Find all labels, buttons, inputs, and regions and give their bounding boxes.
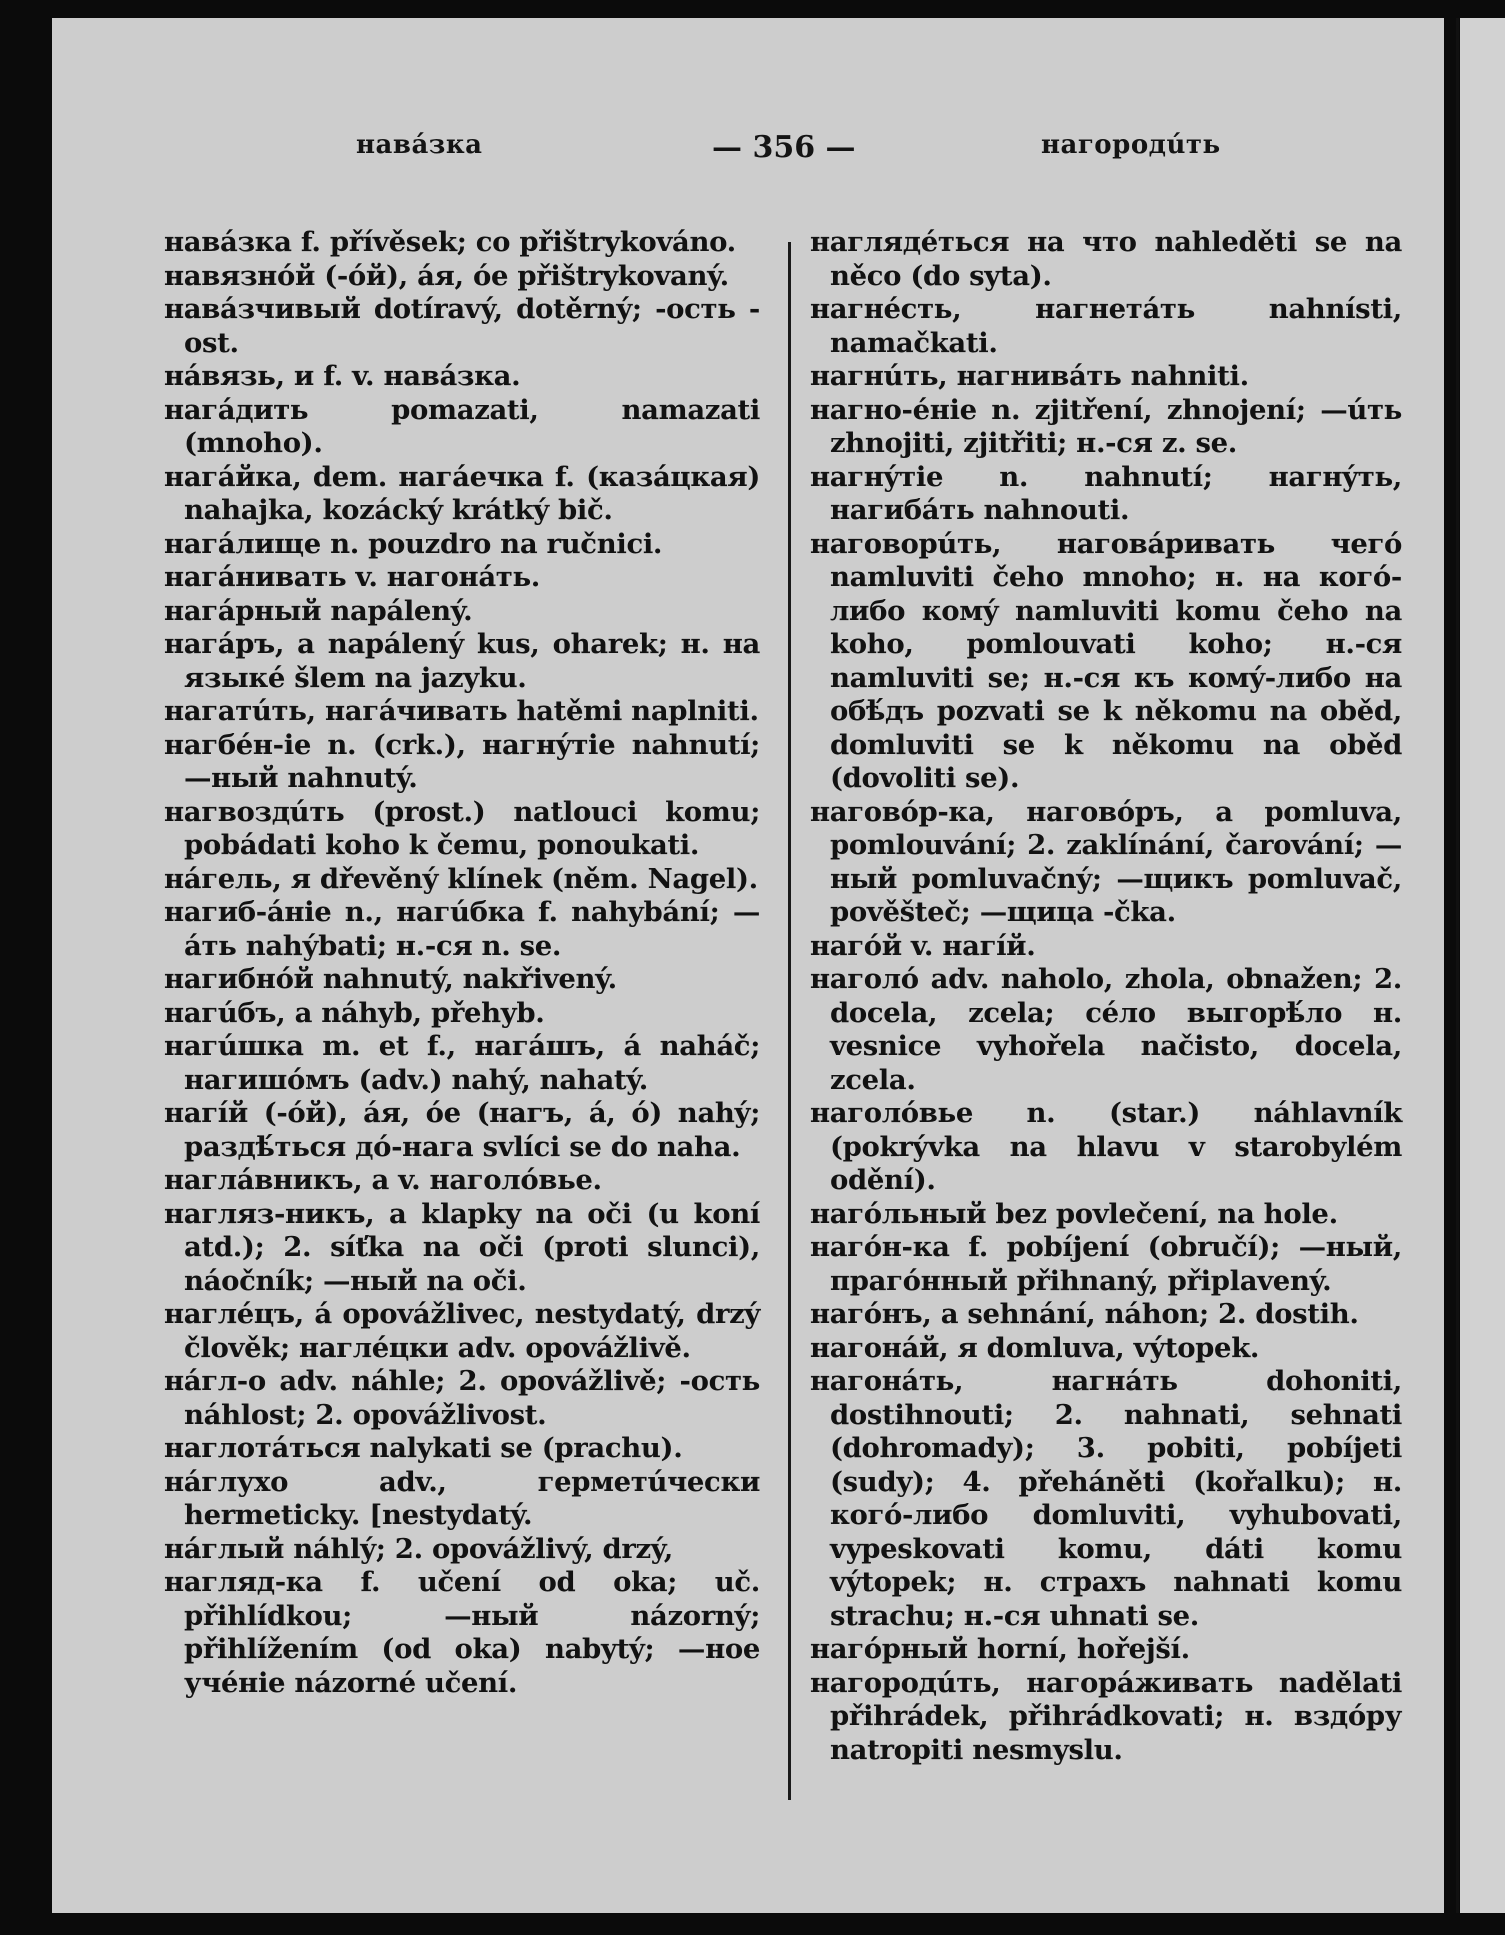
dictionary-entry: нагородúть, нагорáживать nadělati přihrádek, přihrádkovati; н. вздóру natropiti nesmyslu.: [810, 1666, 1402, 1766]
dictionary-entry: навáзка f. přívěsek; co přištrykováno.: [164, 226, 736, 258]
dictionary-entry: нáглухо adv., герметúчески hermeticky. [nestydatý.: [164, 1465, 760, 1531]
dictionary-entry: нагóнъ, а sehnání, náhon; 2. dostih.: [810, 1298, 1359, 1330]
dictionary-entry: нагóльный bez povlečení, na hole.: [810, 1197, 1338, 1230]
dictionary-entry: нагнýтіе n. nahnutí; нагнýть, нагибáть nahnouti.: [810, 460, 1402, 526]
dictionary-entry: нагíй (-óй), áя, óе (нагъ, á, ó) nahý; раздѣ́ться дó-нага svlíci se do naha.: [164, 1097, 760, 1163]
page-header: [52, 130, 1444, 174]
dictionary-entry: нáгель, я dřevěný klínek (něm. Nagel).: [164, 862, 758, 895]
dictionary-page: [52, 18, 1444, 1913]
dictionary-entry: нагвоздúть (prost.) natlouci komu; pobádati koho k čemu, ponoukati.: [164, 795, 760, 861]
dictionary-entry: наглáвникъ, а v. наголóвье.: [164, 1164, 602, 1196]
dictionary-entry: нагáдить pomazati, namazati (mnoho).: [164, 393, 760, 459]
dictionary-entry: нагúбъ, а náhyb, přehyb.: [164, 996, 545, 1029]
dictionary-entry: нагно-éніе n. zjitření, zhnojení; —úть zhnojiti, zjitřiti; н.-ся z. se.: [810, 393, 1402, 459]
dictionary-entry: наговорúть, наговáривать чегó namluviti čeho mnoho; н. на когó-либо комý namluviti komu čeho na koho, pomlouvati koho; н.-ся namluviti se; н.-ся къ комý-либо на обѣ́дъ pozvati se k někomu na oběd, domluviti se k někomu na oběd (dovoliti se).: [810, 527, 1402, 794]
dictionary-entry: нагиб-áніе n., нагúбка f. nahybání; —áть nahýbati; н.-ся n. se.: [164, 896, 760, 962]
page-edge-rule: [1456, 18, 1459, 1913]
dictionary-entry: нагонáй, я domluva, výtopek.: [810, 1331, 1260, 1364]
dictionary-entry: нагнéсть, нагнетáть nahnísti, namačkati.: [810, 293, 1402, 359]
dictionary-entry: нагáръ, а napálený kus, oharek; н. на языкé šlem na jazyku.: [164, 628, 760, 694]
dictionary-entry: нáгл-о adv. náhle; 2. opovážlivě; -ость náhlost; 2. opovážlivost.: [164, 1365, 760, 1431]
dictionary-entry: нагатúть, нагáчивать hatěmi naplniti.: [164, 695, 759, 727]
dictionary-entry: нагóрный horní, hořejší.: [810, 1633, 1190, 1665]
dictionary-entry: наглéцъ, á opovážlivec, nestydatý, drzý člověk; наглéцки adv. opovážlivě.: [164, 1298, 760, 1364]
dictionary-entry: нагáрный napálený.: [164, 594, 473, 627]
column-divider: [788, 242, 791, 1800]
left-column: [164, 226, 760, 1700]
dictionary-entry: наговóр-ка, наговóръ, а pomluva, pomlouvání; 2. zaklínání, čarování; —ный pomluvačný; —щикъ pomluvač, pověšteč; —щица -čka.: [810, 795, 1402, 928]
dictionary-entry: нагляз-никъ, а klapky na oči (u koní atd.); 2. síťka na oči (proti slunci), náočník; —ный na oči.: [164, 1197, 760, 1297]
dictionary-entry: нагáйка, dem. нагáечка f. (казáцкая) nahajka, kozácký krátký bič.: [164, 460, 760, 526]
dictionary-entry: нагúшка m. et f., нагáшъ, á naháč; нагишóмъ (adv.) nahý, nahatý.: [164, 1030, 760, 1096]
header-right-guide-word: нагородúть: [1041, 130, 1221, 160]
dictionary-entry: нагонáть, нагнáть dohoniti, dostihnouti; 2. nahnati, sehnati (dohromady); 3. pobiti, pobíjeti (sudy); 4. přeháněti (kořalku); н. когó-либо domluviti, vyhubovati, vypeskovati komu, dáti komu výtopek; н. страхъ nahnati komu strachu; н.-ся uhnati se.: [810, 1365, 1402, 1632]
dictionary-entry: нагляд-ка f. učení od oka; uč. přihlídkou; —ный názorný; přihlížením (od oka) nabytý; —ное учéніе názorné učení.: [164, 1566, 760, 1699]
dictionary-entry: нагнúть, нагнивáть nahniti.: [810, 360, 1249, 392]
header-left-guide-word: навáзка: [356, 130, 483, 160]
dictionary-entry: нагибнóй nahnutý, nakřivený.: [164, 963, 617, 995]
dictionary-entry: нáвязь, и f. v. навáзка.: [164, 360, 521, 392]
adjacent-page-strip: [1460, 18, 1505, 1913]
dictionary-entry: нагáлище n. pouzdro na ručnici.: [164, 527, 663, 560]
dictionary-entry: наглотáться nalykati se (prachu).: [164, 1432, 683, 1464]
dictionary-entry: навáзчивый dotíravý, dotěrný; -ость -ost.: [164, 293, 760, 359]
page-number: — 356 —: [712, 130, 856, 165]
dictionary-entry: нагбéн-іе n. (crk.), нагнýтіе nahnutí; —ный nahnutý.: [164, 728, 760, 794]
right-column: [810, 226, 1402, 1767]
dictionary-entry: навязнóй (-óй), áя, óе přištrykovaný.: [164, 259, 729, 292]
dictionary-entry: наглядéться на что nahleděti se na něco (do syta).: [810, 226, 1402, 292]
dictionary-entry: нáглый náhlý; 2. opovážlivý, drzý,: [164, 1532, 674, 1565]
dictionary-entry: нагáнивать v. нагонáть.: [164, 561, 541, 593]
dictionary-entry: наголó adv. naholo, zhola, obnažen; 2. docela, zcela; сéло выгорѣ́ло н. vesnice vyhořela načisto, docela, zcela.: [810, 963, 1402, 1096]
dictionary-entry: наголóвье n. (star.) náhlavník (pokrývka na hlavu v starobylém odění).: [810, 1097, 1402, 1196]
dictionary-entry: нагóн-ка f. pobíjení (obručí); —ный, прагóнный přihnaný, připlavený.: [810, 1231, 1402, 1297]
dictionary-entry: нагóй v. нагíй.: [810, 929, 1036, 962]
